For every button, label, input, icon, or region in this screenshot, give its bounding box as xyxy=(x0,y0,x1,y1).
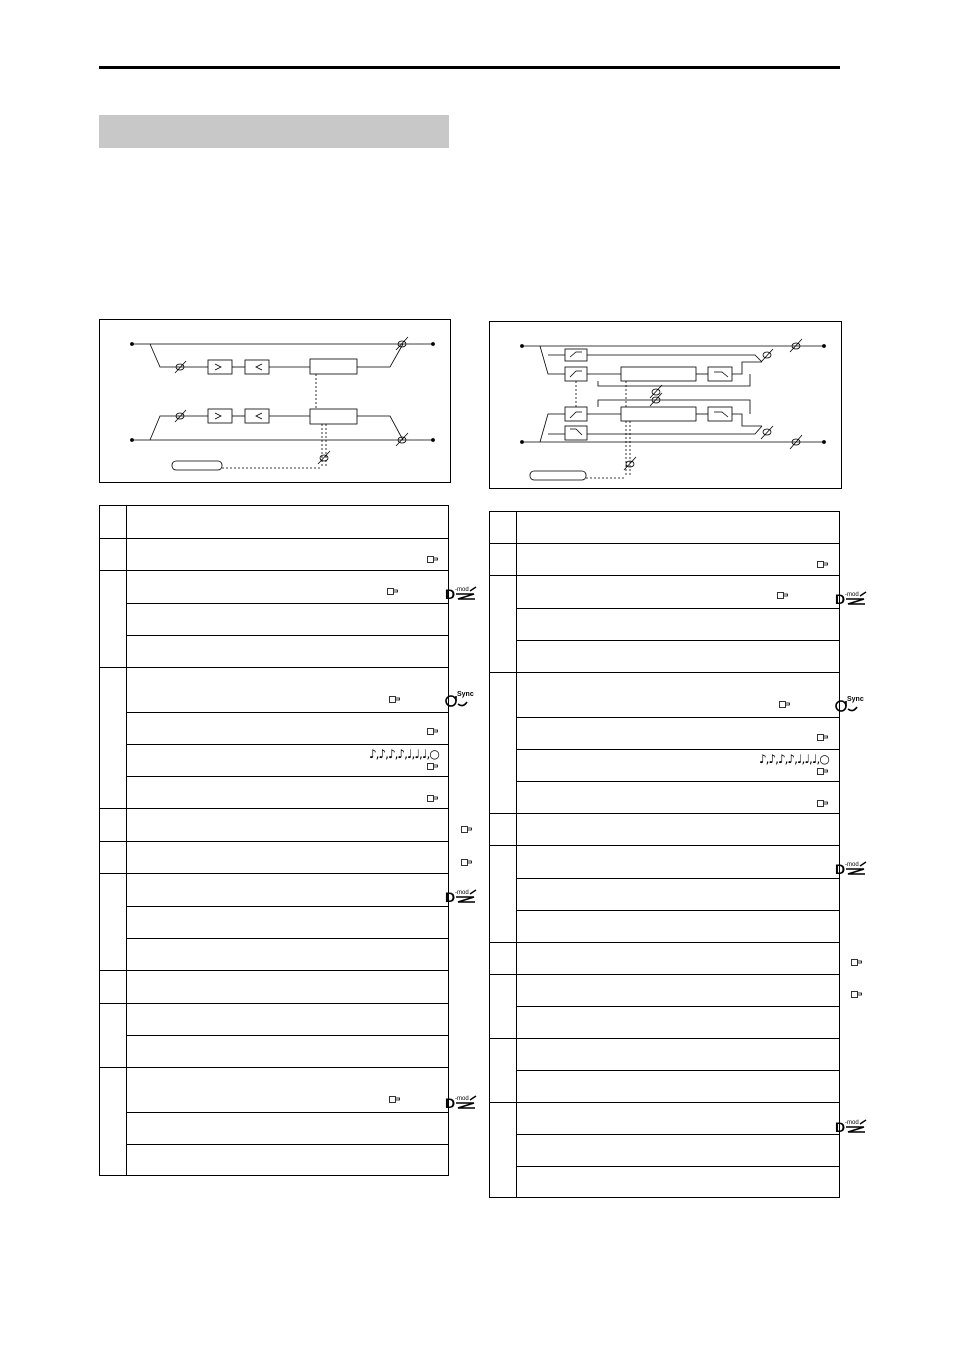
left-table-row xyxy=(100,571,449,604)
left-table-row xyxy=(100,668,449,713)
reference-pointer-icon xyxy=(779,701,790,708)
right-table-row xyxy=(490,512,840,544)
left-table-row xyxy=(100,604,449,636)
right-group-cell xyxy=(490,544,517,576)
left-parameter-cell xyxy=(127,809,449,842)
left-parameter-cell xyxy=(127,604,449,636)
right-group-cell xyxy=(490,814,517,846)
svg-text:D: D xyxy=(445,1095,456,1109)
left-group-cell xyxy=(100,539,127,571)
left-parameter-table xyxy=(99,505,474,1176)
right-table-row xyxy=(490,782,840,814)
left-table-row xyxy=(100,1113,449,1145)
right-parameter-cell xyxy=(517,718,840,750)
left-group-cell xyxy=(100,971,127,1004)
reference-pointer-icon xyxy=(817,768,828,775)
right-table-row xyxy=(490,718,840,750)
right-parameter-cell xyxy=(517,814,840,846)
right-parameter-cell xyxy=(517,879,840,911)
right-table-row xyxy=(490,1071,840,1103)
left-table-row xyxy=(100,842,449,874)
right-parameter-cell xyxy=(517,1135,840,1167)
right-table-row xyxy=(490,1135,840,1167)
svg-text:D: D xyxy=(835,591,846,605)
note-values-icon: ♪,♪,♪,♪,♩,♩,♩,○ xyxy=(759,752,829,766)
right-parameter-cell xyxy=(517,544,840,576)
dmod-icon xyxy=(835,1118,867,1133)
right-parameter-cell xyxy=(517,673,864,718)
reference-pointer-icon xyxy=(817,561,828,568)
right-table-row xyxy=(490,846,840,879)
left-table-row xyxy=(100,939,449,971)
right-parameter-cell xyxy=(517,512,840,544)
right-group-cell xyxy=(490,512,517,544)
left-table-row xyxy=(100,1036,449,1068)
right-parameter-cell xyxy=(517,641,840,673)
right-table-row xyxy=(490,641,840,673)
right-table-row xyxy=(490,943,840,975)
reference-pointer-icon xyxy=(427,728,438,735)
left-table-row xyxy=(100,539,449,571)
dmod-icon xyxy=(835,590,867,605)
left-diagram-svg xyxy=(100,320,450,482)
dmod-icon xyxy=(445,585,477,600)
right-parameter-cell xyxy=(517,911,840,943)
left-table-row xyxy=(100,1145,449,1176)
right-table-row xyxy=(490,576,840,609)
left-parameter-cell xyxy=(127,907,449,939)
right-parameter-cell xyxy=(517,576,859,609)
reference-pointer-icon xyxy=(817,734,828,741)
right-table-row xyxy=(490,1007,840,1039)
svg-text:D: D xyxy=(835,861,846,875)
left-table-row xyxy=(100,1004,449,1036)
right-parameter-cell xyxy=(517,609,840,641)
left-parameter-cell xyxy=(127,971,449,1004)
reference-pointer-icon xyxy=(427,763,438,770)
svg-text:-mod: -mod xyxy=(455,587,469,593)
svg-text:-mod: -mod xyxy=(455,1096,469,1102)
right-table-row xyxy=(490,1039,840,1071)
left-parameter-cell xyxy=(127,713,449,745)
dmod-icon xyxy=(835,860,867,875)
left-parameter-cell xyxy=(127,571,469,604)
left-table-row xyxy=(100,745,449,777)
left-parameter-cell xyxy=(127,1036,449,1068)
reference-pointer-icon xyxy=(817,800,828,807)
right-group-cell xyxy=(490,943,517,975)
right-parameter-cell xyxy=(517,846,859,879)
left-table-row xyxy=(100,713,449,745)
section-title xyxy=(99,115,449,131)
left-group-cell xyxy=(100,809,127,842)
right-block-diagram xyxy=(489,321,842,489)
left-group-cell xyxy=(100,1004,127,1068)
left-table-row xyxy=(100,809,449,842)
right-group-cell xyxy=(490,1039,517,1103)
svg-text:-mod: -mod xyxy=(845,862,859,868)
left-parameter-cell xyxy=(127,636,449,668)
left-parameter-cell xyxy=(127,1145,449,1176)
left-group-cell xyxy=(100,668,127,809)
top-rule xyxy=(99,66,840,69)
right-table-row xyxy=(490,673,840,718)
svg-text:-mod: -mod xyxy=(845,1120,859,1126)
right-table-row xyxy=(490,879,840,911)
left-parameter-cell xyxy=(127,1004,449,1036)
left-table-row xyxy=(100,636,449,668)
right-parameter-cell xyxy=(517,1071,840,1103)
svg-text:D: D xyxy=(835,1119,846,1133)
dmod-icon xyxy=(445,888,477,903)
right-table-row xyxy=(490,975,840,1007)
right-group-cell xyxy=(490,846,517,943)
reference-pointer-icon xyxy=(389,696,400,703)
left-parameter-cell xyxy=(127,874,469,907)
right-table-row xyxy=(490,911,840,943)
reference-pointer-icon xyxy=(389,1096,400,1103)
svg-text:-mod: -mod xyxy=(845,592,859,598)
left-parameter-cell xyxy=(127,939,449,971)
left-group-cell xyxy=(100,1068,127,1176)
right-parameter-cell xyxy=(517,975,840,1007)
left-group-cell xyxy=(100,842,127,874)
tempo-sync-icon xyxy=(445,690,475,708)
left-table-row xyxy=(100,777,449,809)
right-table-row xyxy=(490,609,840,641)
left-block-diagram xyxy=(99,319,451,483)
section-header xyxy=(99,115,449,148)
right-parameter-cell xyxy=(517,1167,840,1198)
left-parameter-cell xyxy=(127,842,449,874)
left-table-row xyxy=(100,506,449,539)
left-parameter-cell xyxy=(127,668,474,713)
right-group-cell xyxy=(490,975,517,1039)
right-diagram-svg xyxy=(490,322,841,488)
left-table-row xyxy=(100,874,449,907)
left-parameter-cell xyxy=(127,777,449,809)
svg-text:D: D xyxy=(445,889,456,903)
note-values-icon: ♪,♪,♪,♪,♩,♩,♩,○ xyxy=(369,747,439,761)
right-parameter-table xyxy=(489,511,864,1198)
reference-pointer-icon xyxy=(851,959,862,966)
right-parameter-cell xyxy=(517,1039,840,1071)
reference-pointer-icon xyxy=(461,826,472,833)
left-group-cell xyxy=(100,874,127,971)
reference-pointer-icon xyxy=(387,588,398,595)
right-table-row xyxy=(490,750,840,782)
left-table-row xyxy=(100,971,449,1004)
right-group-cell xyxy=(490,576,517,673)
reference-pointer-icon xyxy=(777,592,788,599)
svg-text:-mod: -mod xyxy=(455,890,469,896)
right-table-row xyxy=(490,814,840,846)
right-parameter-cell xyxy=(517,750,840,782)
left-parameter-cell xyxy=(127,506,449,539)
reference-pointer-icon xyxy=(851,991,862,998)
left-parameter-cell xyxy=(127,745,449,777)
right-table-row xyxy=(490,544,840,576)
right-table-row xyxy=(490,1167,840,1198)
reference-pointer-icon xyxy=(427,795,438,802)
left-table-row xyxy=(100,907,449,939)
left-parameter-cell xyxy=(127,1113,449,1145)
left-group-cell xyxy=(100,506,127,539)
reference-pointer-icon xyxy=(427,556,438,563)
right-group-cell xyxy=(490,673,517,814)
right-parameter-cell xyxy=(517,943,840,975)
right-parameter-cell xyxy=(517,1007,840,1039)
left-parameter-cell xyxy=(127,539,449,571)
reference-pointer-icon xyxy=(461,859,472,866)
left-group-cell xyxy=(100,571,127,668)
dmod-icon xyxy=(445,1094,477,1109)
svg-text:D: D xyxy=(445,586,456,600)
svg-text:Sync: Sync xyxy=(847,696,864,703)
right-table-row xyxy=(490,1103,840,1135)
tempo-sync-icon xyxy=(835,695,865,713)
left-table-row xyxy=(100,1068,449,1113)
right-parameter-cell xyxy=(517,1103,859,1135)
left-parameter-cell xyxy=(127,1068,469,1113)
right-parameter-cell xyxy=(517,782,840,814)
svg-text:Sync: Sync xyxy=(457,691,474,698)
right-group-cell xyxy=(490,1103,517,1198)
